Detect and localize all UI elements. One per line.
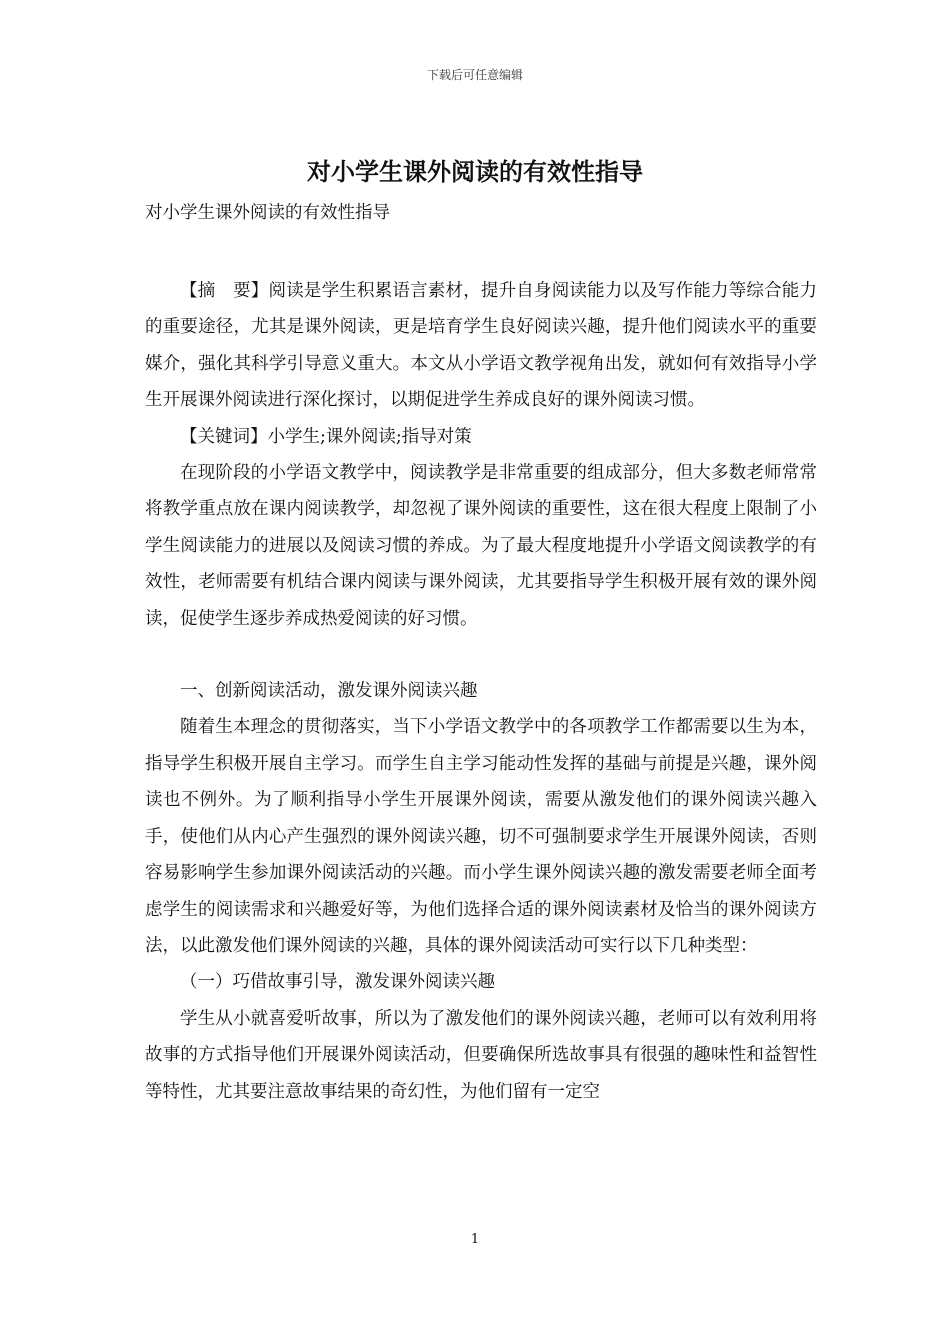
header-note: 下载后可任意编辑	[426, 68, 523, 82]
intro-paragraph: 在现阶段的小学语文教学中，阅读教学是非常重要的组成部分，但大多数老师常常将教学重点放在课内阅读教学，却忽视了课外阅读的重要性，这在很大程度上限制了小学生阅读能力的进展以及阅读习惯的养成。为了最大程度地提升小学语文阅读教学的有效性，老师需要有机结合课内阅读与课外阅读，尤其要指导学生积极开展有效的课外阅读，促使学生逐步养成热爱阅读的好习惯。	[145, 463, 817, 629]
keywords-paragraph: 【关键词】小学生;课外阅读;指导对策	[180, 426, 472, 447]
document-body	[145, 273, 817, 1110]
subtitle: 对小学生课外阅读的有效性指导	[145, 203, 390, 223]
page-title: 对小学生课外阅读的有效性指导	[307, 157, 643, 186]
subsection-paragraph: 学生从小就喜爱听故事，所以为了激发他们的课外阅读兴趣，老师可以有效利用将故事的方式指导他们开展课外阅读活动，但要确保所选故事具有很强的趣味性和益智性等特性，尤其要注意故事结果的奇幻性，为他们留有一定空	[145, 1008, 817, 1102]
page-number: 1	[470, 1232, 480, 1247]
subsection-heading: （一）巧借故事引导，激发课外阅读兴趣	[180, 972, 495, 993]
section-paragraph: 随着生本理念的贯彻落实，当下小学语文教学中的各项教学工作都需要以生为本，指导学生积极开展自主学习。而学生自主学习能动性发挥的基础与前提是兴趣，课外阅读也不例外。为了顺利指导小学生开展课外阅读，需要从激发他们的课外阅读兴趣入手，使他们从内心产生强烈的课外阅读兴趣，切不可强制要求学生开展课外阅读，否则容易影响学生参加课外阅读活动的兴趣。而小学生课外阅读兴趣的激发需要老师全面考虑学生的阅读需求和兴趣爱好等，为他们选择合适的课外阅读素材及恰当的课外阅读方法，以此激发他们课外阅读的兴趣，具体的课外阅读活动可实行以下几种类型：	[145, 717, 817, 956]
abstract-paragraph: 【摘 要】阅读是学生积累语言素材，提升自身阅读能力以及写作能力等综合能力的重要途径，尤其是课外阅读，更是培育学生良好阅读兴趣，提升他们阅读水平的重要媒介，强化其科学引导意义重大。本文从小学语文教学视角出发，就如何有效指导小学生开展课外阅读进行深化探讨，以期促进学生养成良好的课外阅读习惯。	[145, 281, 817, 411]
section-heading: 一、创新阅读活动，激发课外阅读兴趣	[180, 681, 478, 702]
